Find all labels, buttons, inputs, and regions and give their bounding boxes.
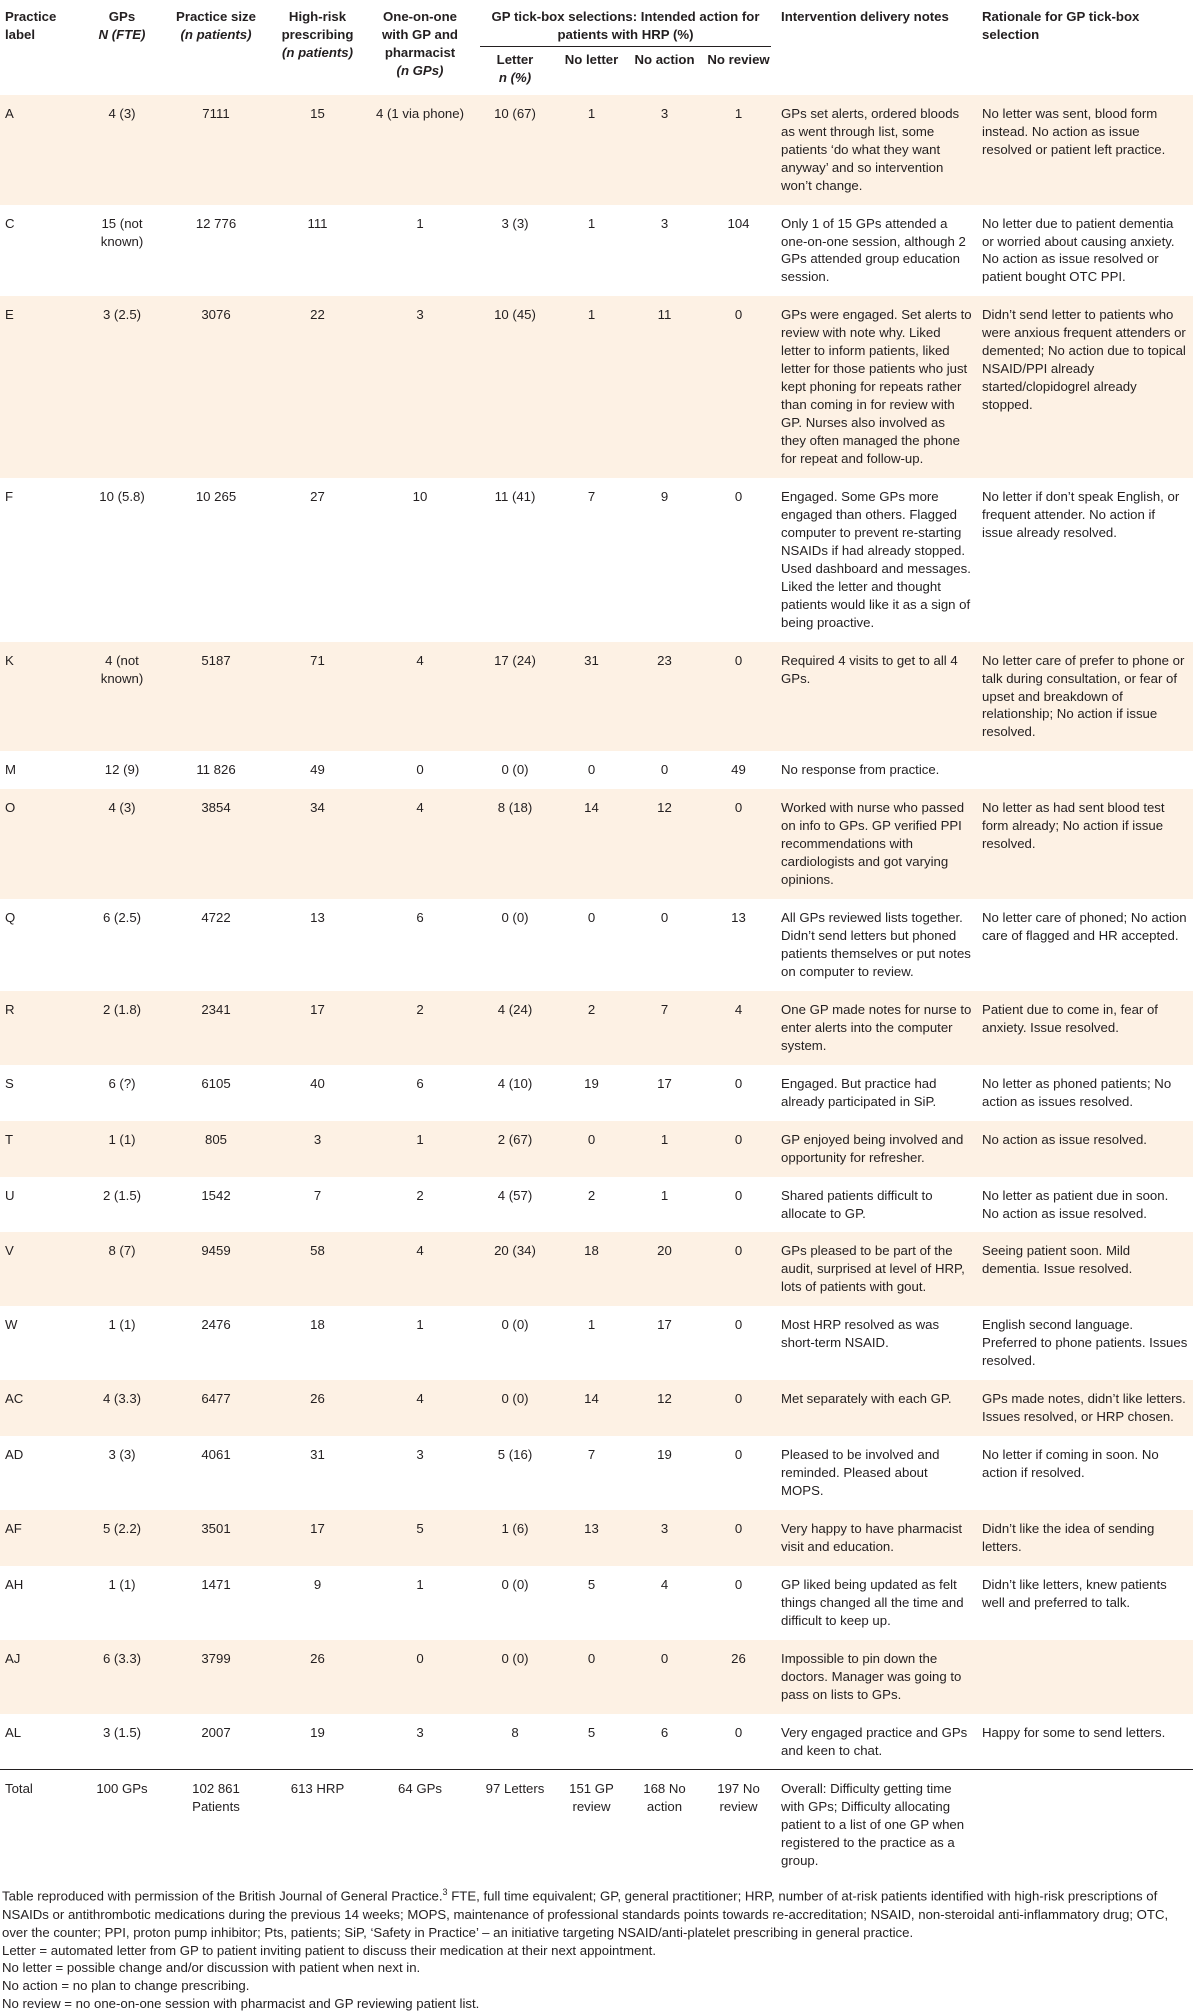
rationale-cell: English second language. Preferred to phone patients. Issues resolved. (977, 1306, 1193, 1380)
no-letter-cell: 7 (555, 478, 628, 642)
gps-cell: 6 (2.5) (82, 899, 162, 991)
rationale-cell: No letter due to patient dementia or worried about causing anxiety. No action as issue resolved or patient bought OTC PPI. (977, 205, 1193, 297)
practice-label-cell: F (0, 478, 82, 642)
table-row (0, 296, 1193, 478)
table-row (0, 991, 1193, 1065)
rationale-cell (977, 1770, 1193, 1880)
header-practice-label: Practice label (5, 9, 57, 42)
abbreviations-text: FTE, full time equivalent; GP, general practitioner; HRP, number of at-risk patients identified with high-risk prescriptions of NSAIDs or antithrombotic medications during the previous 14 weeks; MOPS, maintenance of professional standards points towards re-accreditation; NSAID, non-steroidal anti-inflammatory drug; OTC, over the counter; PPI, proton pump inhibitor; Pts, patients; SiP, ‘Safety in Practice’ – an initiative targeting NSAID/anti-platelet prescribing in general practice. (2, 1888, 1169, 1940)
practice-size-cell: 2476 (162, 1306, 270, 1380)
header-delivery-notes: Intervention delivery notes (781, 9, 949, 24)
practice-label-cell: M (0, 751, 82, 789)
one-on-one-cell: 0 (365, 1640, 475, 1714)
practice-label-cell: AH (0, 1566, 82, 1640)
no-review-cell: 13 (701, 899, 776, 991)
source-note (2, 1886, 1191, 1941)
no-action-cell: 9 (628, 478, 701, 642)
practice-size-cell: 5187 (162, 642, 270, 752)
no-letter-cell: 1 (555, 1306, 628, 1380)
rationale-cell: No letter as patient due in soon. No action as issue resolved. (977, 1177, 1193, 1233)
header-hrp-sub: (n patients) (281, 44, 354, 60)
no-letter-cell: 2 (555, 1177, 628, 1233)
high-risk-cell: 9 (270, 1566, 365, 1640)
no-action-cell: 11 (628, 296, 701, 478)
table-row (0, 789, 1193, 899)
practice-label-cell: Total (0, 1770, 82, 1880)
high-risk-cell: 49 (270, 751, 365, 789)
no-action-cell: 1 (628, 1177, 701, 1233)
no-action-cell: 17 (628, 1306, 701, 1380)
no-review-cell: 0 (701, 1121, 776, 1177)
practice-size-cell: 7111 (162, 95, 270, 205)
letter-cell: 10 (45) (475, 296, 555, 478)
delivery-notes-cell: Pleased to be involved and reminded. Pleased about MOPS. (776, 1436, 977, 1510)
one-on-one-cell: 5 (365, 1510, 475, 1566)
practice-label-cell: AD (0, 1436, 82, 1510)
practice-size-cell: 4722 (162, 899, 270, 991)
practice-size-cell: 2007 (162, 1714, 270, 1770)
table-row (0, 1306, 1193, 1380)
header-letter-sub: n (%) (498, 69, 532, 85)
no-action-cell: 3 (628, 205, 701, 297)
table-row (0, 642, 1193, 752)
header-no-action: No action (634, 51, 695, 67)
delivery-notes-cell: GPs were engaged. Set alerts to review with note why. Liked letter to inform patients, liked letter for those patients who just kept phoning for repeats rather than coming in for review with GP. Nurses also involved as they often managed the phone for repeat and follow-up. (776, 296, 977, 478)
practice-size-cell: 10 265 (162, 478, 270, 642)
one-on-one-cell: 4 (365, 789, 475, 899)
no-review-cell: 49 (701, 751, 776, 789)
no-letter-cell: 151 GP review (555, 1770, 628, 1880)
practice-size-cell: 1471 (162, 1566, 270, 1640)
header-no-letter: No letter (564, 51, 619, 67)
table-row (0, 478, 1193, 642)
practice-size-cell: 2341 (162, 991, 270, 1065)
one-on-one-cell: 3 (365, 1714, 475, 1770)
practice-size-cell: 1542 (162, 1177, 270, 1233)
delivery-notes-cell: Only 1 of 15 GPs attended a one-on-one session, although 2 GPs attended group education session. (776, 205, 977, 297)
high-risk-cell: 27 (270, 478, 365, 642)
table-row (0, 95, 1193, 205)
practice-label-cell: AL (0, 1714, 82, 1770)
gps-cell: 2 (1.5) (82, 1177, 162, 1233)
letter-definition: Letter = automated letter from GP to patient inviting patient to discuss their medication at their next appointment. (2, 1942, 656, 1958)
letter-cell: 4 (10) (475, 1065, 555, 1121)
letter-cell: 8 (475, 1714, 555, 1770)
high-risk-cell: 7 (270, 1177, 365, 1233)
no-review-definition: No review = no one-on-one session with pharmacist and GP reviewing patient list. (2, 1996, 480, 2012)
no-review-cell: 0 (701, 789, 776, 899)
gps-cell: 15 (not known) (82, 205, 162, 297)
rationale-cell: No letter care of phoned; No action care of flagged and HR accepted. (977, 899, 1193, 991)
table-row (0, 751, 1193, 789)
gps-cell: 4 (3) (82, 95, 162, 205)
header-no-review: No review (707, 51, 770, 67)
gps-cell: 1 (1) (82, 1121, 162, 1177)
letter-cell: 0 (0) (475, 899, 555, 991)
header-tick-box-group (475, 4, 776, 49)
letter-cell: 3 (3) (475, 205, 555, 297)
header-hrp-title: High-risk prescribing (281, 9, 354, 42)
one-on-one-cell: 1 (365, 1566, 475, 1640)
letter-cell: 2 (67) (475, 1121, 555, 1177)
high-risk-cell: 19 (270, 1714, 365, 1770)
delivery-notes-cell: Worked with nurse who passed on info to GPs. GP verified PPI recommendations with cardiologists and got varying opinions. (776, 789, 977, 899)
table-row (0, 1065, 1193, 1121)
gps-cell: 4 (not known) (82, 642, 162, 752)
table-row (0, 1177, 1193, 1233)
rationale-cell (977, 1640, 1193, 1714)
high-risk-cell: 17 (270, 1510, 365, 1566)
no-letter-cell: 18 (555, 1232, 628, 1306)
practice-label-cell: E (0, 296, 82, 478)
practice-size-cell: 6477 (162, 1380, 270, 1436)
rationale-cell: GPs made notes, didn’t like letters. Issues resolved, or HRP chosen. (977, 1380, 1193, 1436)
header-one-sub: (n GPs) (396, 62, 444, 78)
header-gps-sub: N (FTE) (98, 26, 146, 42)
no-review-cell: 0 (701, 1436, 776, 1510)
header-one-title: One-on-one with GP and pharmacist (382, 9, 458, 60)
practice-size-cell: 3799 (162, 1640, 270, 1714)
high-risk-cell: 40 (270, 1065, 365, 1121)
table-row (0, 1436, 1193, 1510)
one-on-one-cell: 2 (365, 991, 475, 1065)
header-size-sub: (n patients) (180, 26, 252, 42)
high-risk-cell: 71 (270, 642, 365, 752)
practice-label-cell: U (0, 1177, 82, 1233)
practice-label-cell: V (0, 1232, 82, 1306)
no-action-cell: 0 (628, 1640, 701, 1714)
gps-cell: 1 (1) (82, 1306, 162, 1380)
no-review-cell: 0 (701, 1380, 776, 1436)
delivery-notes-cell: All GPs reviewed lists together. Didn’t send letters but phoned patients themselves or put notes on computer to review. (776, 899, 977, 991)
practice-size-cell: 6105 (162, 1065, 270, 1121)
letter-cell: 1 (6) (475, 1510, 555, 1566)
no-letter-cell: 5 (555, 1566, 628, 1640)
practice-label-cell: R (0, 991, 82, 1065)
one-on-one-cell: 4 (1 via phone) (365, 95, 475, 205)
rationale-cell: Didn’t like letters, knew patients well and preferred to talk. (977, 1566, 1193, 1640)
no-action-cell: 17 (628, 1065, 701, 1121)
high-risk-cell: 18 (270, 1306, 365, 1380)
no-action-cell: 0 (628, 751, 701, 789)
rationale-cell: Didn’t like the idea of sending letters. (977, 1510, 1193, 1566)
gps-cell: 2 (1.8) (82, 991, 162, 1065)
high-risk-cell: 13 (270, 899, 365, 991)
letter-cell: 17 (24) (475, 642, 555, 752)
table-row (0, 205, 1193, 297)
gps-cell: 8 (7) (82, 1232, 162, 1306)
practice-size-cell: 3501 (162, 1510, 270, 1566)
table-row (0, 1380, 1193, 1436)
table-row (0, 1714, 1193, 1770)
gps-cell: 1 (1) (82, 1566, 162, 1640)
high-risk-cell: 58 (270, 1232, 365, 1306)
letter-cell: 20 (34) (475, 1232, 555, 1306)
letter-cell: 8 (18) (475, 789, 555, 899)
one-on-one-cell: 6 (365, 1065, 475, 1121)
header-letter-title: Letter (496, 51, 534, 67)
high-risk-cell: 613 HRP (270, 1770, 365, 1880)
header-size-title: Practice size (176, 9, 256, 24)
gps-cell: 3 (1.5) (82, 1714, 162, 1770)
rationale-cell: No letter if don’t speak English, or frequent attender. No action if issue already resolved. (977, 478, 1193, 642)
reference-superscript: 3 (442, 1887, 448, 1898)
letter-cell: 0 (0) (475, 1306, 555, 1380)
no-letter-cell: 19 (555, 1065, 628, 1121)
rationale-cell: Patient due to come in, fear of anxiety. Issue resolved. (977, 991, 1193, 1065)
high-risk-cell: 15 (270, 95, 365, 205)
gps-cell: 3 (3) (82, 1436, 162, 1510)
no-action-cell: 7 (628, 991, 701, 1065)
header-tick-box-title: GP tick-box selections: Intended action for patients with HRP (%) (480, 8, 771, 47)
rationale-cell: No action as issue resolved. (977, 1121, 1193, 1177)
table-row (0, 1640, 1193, 1714)
gps-cell: 4 (3) (82, 789, 162, 899)
rationale-cell: No letter care of prefer to phone or talk during consultation, or fear of upset and breakdown of relationship; No action if issue resolved. (977, 642, 1193, 752)
no-review-cell: 0 (701, 1065, 776, 1121)
header-high-risk-prescribing (270, 4, 365, 95)
intervention-table (0, 4, 1193, 1880)
high-risk-cell: 26 (270, 1380, 365, 1436)
no-letter-cell: 13 (555, 1510, 628, 1566)
no-action-cell: 6 (628, 1714, 701, 1770)
one-on-one-cell: 1 (365, 205, 475, 297)
high-risk-cell: 26 (270, 1640, 365, 1714)
practice-size-cell: 4061 (162, 1436, 270, 1510)
source-note-text: Table reproduced with permission of the British Journal of General Practice. (2, 1888, 443, 1904)
letter-cell: 4 (57) (475, 1177, 555, 1233)
practice-size-cell: 805 (162, 1121, 270, 1177)
practice-size-cell: 102 861 Patients (162, 1770, 270, 1880)
no-action-cell: 4 (628, 1566, 701, 1640)
no-letter-cell: 0 (555, 1640, 628, 1714)
letter-cell: 5 (16) (475, 1436, 555, 1510)
practice-label-cell: AF (0, 1510, 82, 1566)
letter-cell: 97 Letters (475, 1770, 555, 1880)
table-row (0, 1510, 1193, 1566)
table-row (0, 1121, 1193, 1177)
one-on-one-cell: 1 (365, 1121, 475, 1177)
one-on-one-cell: 1 (365, 1306, 475, 1380)
no-review-cell: 0 (701, 296, 776, 478)
no-review-cell: 0 (701, 1306, 776, 1380)
high-risk-cell: 22 (270, 296, 365, 478)
delivery-notes-cell: GP enjoyed being involved and opportunity for refresher. (776, 1121, 977, 1177)
practice-label-cell: T (0, 1121, 82, 1177)
no-action-cell: 12 (628, 789, 701, 899)
delivery-notes-cell: Engaged. Some GPs more engaged than others. Flagged computer to prevent re-starting NSAIDs if had already stopped. Used dashboard and messages. Liked the letter and thought patients would like it as a sign of being proactive. (776, 478, 977, 642)
delivery-notes-cell: Impossible to pin down the doctors. Manager was going to pass on lists to GPs. (776, 1640, 977, 1714)
gps-cell: 12 (9) (82, 751, 162, 789)
no-letter-cell: 1 (555, 95, 628, 205)
practice-label-cell: S (0, 1065, 82, 1121)
header-practice-size (162, 4, 270, 95)
rationale-cell: Happy for some to send letters. (977, 1714, 1193, 1770)
one-on-one-cell: 4 (365, 642, 475, 752)
no-action-cell: 3 (628, 95, 701, 205)
table-header (0, 4, 1193, 95)
no-action-cell: 1 (628, 1121, 701, 1177)
no-review-cell: 0 (701, 1566, 776, 1640)
no-letter-cell: 7 (555, 1436, 628, 1510)
one-on-one-cell: 4 (365, 1380, 475, 1436)
high-risk-cell: 3 (270, 1121, 365, 1177)
delivery-notes-cell: No response from practice. (776, 751, 977, 789)
practice-label-cell: W (0, 1306, 82, 1380)
table-notes (0, 1880, 1193, 2013)
no-letter-cell: 2 (555, 991, 628, 1065)
table-row (0, 1232, 1193, 1306)
no-review-cell: 0 (701, 1177, 776, 1233)
delivery-notes-cell: Required 4 visits to get to all 4 GPs. (776, 642, 977, 752)
letter-cell: 4 (24) (475, 991, 555, 1065)
no-review-cell: 104 (701, 205, 776, 297)
letter-cell: 0 (0) (475, 751, 555, 789)
no-action-definition: No action = no plan to change prescribing. (2, 1978, 250, 1994)
header-rationale: Rationale for GP tick-box selection (982, 9, 1140, 42)
gps-cell: 4 (3.3) (82, 1380, 162, 1436)
delivery-notes-cell: Very engaged practice and GPs and keen to chat. (776, 1714, 977, 1770)
delivery-notes-cell: Shared patients difficult to allocate to GP. (776, 1177, 977, 1233)
practice-label-cell: K (0, 642, 82, 752)
no-action-cell: 0 (628, 899, 701, 991)
rationale-cell: No letter if coming in soon. No action if resolved. (977, 1436, 1193, 1510)
no-review-cell: 0 (701, 1510, 776, 1566)
no-review-cell: 0 (701, 1232, 776, 1306)
one-on-one-cell: 10 (365, 478, 475, 642)
no-action-cell: 3 (628, 1510, 701, 1566)
no-letter-cell: 0 (555, 1121, 628, 1177)
delivery-notes-cell: Overall: Difficulty getting time with GPs; Difficulty allocating patient to a list of one GP when registered to the practice as a group. (776, 1770, 977, 1880)
practice-size-cell: 11 826 (162, 751, 270, 789)
delivery-notes-cell: Very happy to have pharmacist visit and education. (776, 1510, 977, 1566)
delivery-notes-cell: Met separately with each GP. (776, 1380, 977, 1436)
delivery-notes-cell: GP liked being updated as felt things changed all the time and difficult to keep up. (776, 1566, 977, 1640)
gps-cell: 3 (2.5) (82, 296, 162, 478)
high-risk-cell: 111 (270, 205, 365, 297)
no-review-cell: 0 (701, 478, 776, 642)
no-letter-cell: 31 (555, 642, 628, 752)
no-letter-cell: 5 (555, 1714, 628, 1770)
one-on-one-cell: 64 GPs (365, 1770, 475, 1880)
rationale-cell: Didn’t send letter to patients who were anxious frequent attenders or demented; No action due to topical NSAID/PPI already started/clopidogrel already stopped. (977, 296, 1193, 478)
letter-cell: 0 (0) (475, 1640, 555, 1714)
one-on-one-cell: 6 (365, 899, 475, 991)
delivery-notes-cell: Most HRP resolved as was short-term NSAID. (776, 1306, 977, 1380)
gps-cell: 6 (3.3) (82, 1640, 162, 1714)
practice-size-cell: 3076 (162, 296, 270, 478)
practice-size-cell: 3854 (162, 789, 270, 899)
practice-label-cell: C (0, 205, 82, 297)
gps-cell: 10 (5.8) (82, 478, 162, 642)
table-body (0, 95, 1193, 1880)
delivery-notes-cell: GPs pleased to be part of the audit, surprised at level of HRP, lots of patients with gout. (776, 1232, 977, 1306)
high-risk-cell: 31 (270, 1436, 365, 1510)
gps-cell: 6 (?) (82, 1065, 162, 1121)
practice-label-cell: A (0, 95, 82, 205)
no-review-cell: 0 (701, 1714, 776, 1770)
no-letter-cell: 0 (555, 899, 628, 991)
rationale-cell: No letter was sent, blood form instead. No action as issue resolved or patient left practice. (977, 95, 1193, 205)
high-risk-cell: 34 (270, 789, 365, 899)
no-letter-cell: 14 (555, 789, 628, 899)
no-letter-cell: 1 (555, 296, 628, 478)
practice-size-cell: 12 776 (162, 205, 270, 297)
gps-cell: 5 (2.2) (82, 1510, 162, 1566)
practice-label-cell: Q (0, 899, 82, 991)
letter-cell: 0 (0) (475, 1380, 555, 1436)
no-review-cell: 1 (701, 95, 776, 205)
header-letter (475, 49, 555, 95)
header-gps (82, 4, 162, 95)
table-row (0, 1566, 1193, 1640)
no-letter-definition: No letter = possible change and/or discussion with patient when next in. (2, 1960, 421, 1976)
no-review-cell: 197 No review (701, 1770, 776, 1880)
practice-label-cell: AJ (0, 1640, 82, 1714)
total-row (0, 1770, 1193, 1880)
no-review-cell: 0 (701, 642, 776, 752)
letter-cell: 0 (0) (475, 1566, 555, 1640)
delivery-notes-cell: GPs set alerts, ordered bloods as went through list, some patients ‘do what they want anyway’ and so intervention won’t change. (776, 95, 977, 205)
no-letter-cell: 14 (555, 1380, 628, 1436)
table-row (0, 899, 1193, 991)
no-action-cell: 12 (628, 1380, 701, 1436)
no-review-cell: 26 (701, 1640, 776, 1714)
gps-cell: 100 GPs (82, 1770, 162, 1880)
header-gps-title: GPs (108, 9, 136, 24)
no-letter-cell: 1 (555, 205, 628, 297)
one-on-one-cell: 0 (365, 751, 475, 789)
rationale-cell (977, 751, 1193, 789)
one-on-one-cell: 4 (365, 1232, 475, 1306)
rationale-cell: No letter as phoned patients; No action as issues resolved. (977, 1065, 1193, 1121)
rationale-cell: No letter as had sent blood test form already; No action if issue resolved. (977, 789, 1193, 899)
one-on-one-cell: 2 (365, 1177, 475, 1233)
no-action-cell: 20 (628, 1232, 701, 1306)
letter-cell: 10 (67) (475, 95, 555, 205)
no-action-cell: 23 (628, 642, 701, 752)
rationale-cell: Seeing patient soon. Mild dementia. Issue resolved. (977, 1232, 1193, 1306)
letter-cell: 11 (41) (475, 478, 555, 642)
header-one-on-one (365, 4, 475, 95)
delivery-notes-cell: One GP made notes for nurse to enter alerts into the computer system. (776, 991, 977, 1065)
no-action-cell: 19 (628, 1436, 701, 1510)
practice-label-cell: O (0, 789, 82, 899)
practice-label-cell: AC (0, 1380, 82, 1436)
no-action-cell: 168 No action (628, 1770, 701, 1880)
one-on-one-cell: 3 (365, 1436, 475, 1510)
delivery-notes-cell: Engaged. But practice had already participated in SiP. (776, 1065, 977, 1121)
practice-size-cell: 9459 (162, 1232, 270, 1306)
high-risk-cell: 17 (270, 991, 365, 1065)
no-letter-cell: 0 (555, 751, 628, 789)
no-review-cell: 4 (701, 991, 776, 1065)
one-on-one-cell: 3 (365, 296, 475, 478)
